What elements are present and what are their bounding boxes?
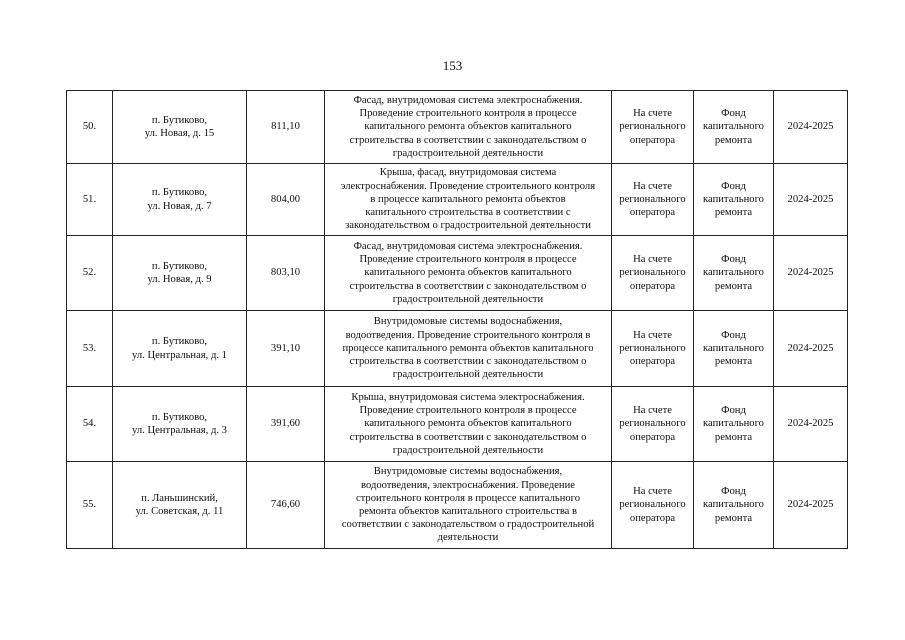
account-cell bbox=[612, 91, 694, 164]
account-line: оператора bbox=[629, 134, 676, 146]
work-line: электроснабжения. Проведение строительного контроля bbox=[340, 180, 596, 192]
work-line: законодательством о градостроительной деятельности bbox=[345, 220, 591, 232]
work-description-cell bbox=[325, 311, 612, 387]
row-number: 53. bbox=[67, 311, 113, 387]
source-line: капитального bbox=[703, 121, 764, 133]
address-line: ул. Новая, д. 9 bbox=[147, 274, 212, 285]
row-number: 50. bbox=[67, 91, 113, 164]
work-line: градостроительной деятельности bbox=[392, 369, 544, 381]
account-line: На счете bbox=[633, 254, 672, 266]
account-line: оператора bbox=[629, 280, 676, 292]
table-row bbox=[67, 462, 848, 549]
account-line: На счете bbox=[633, 486, 672, 498]
work-line: ремонта объектов капитального строительства в bbox=[358, 506, 578, 517]
account-line: регионального bbox=[619, 267, 686, 279]
account-cell bbox=[612, 462, 694, 549]
funding-source-cell bbox=[694, 387, 774, 462]
source-line: капитального bbox=[703, 193, 764, 205]
address-cell bbox=[113, 462, 247, 549]
work-line: соответствии с законодательством о градостроительной bbox=[341, 519, 595, 531]
address-line: п. Ланьшинский, bbox=[141, 492, 218, 504]
account-line: регионального bbox=[619, 499, 686, 511]
work-line: деятельности bbox=[437, 532, 499, 544]
work-line: Крыша, фасад, внутридомовая система bbox=[379, 167, 557, 179]
row-number: 51. bbox=[67, 164, 113, 236]
table-row bbox=[67, 236, 848, 311]
funding-source-cell bbox=[694, 91, 774, 164]
work-line: Проведение строительного контроля в процессе bbox=[359, 108, 577, 120]
source-line: ремонта bbox=[714, 431, 753, 443]
source-line: Фонд bbox=[721, 405, 746, 417]
work-line: в процессе капитального ремонта объектов bbox=[370, 193, 566, 205]
work-line: строительства в соответствии с законодательством о bbox=[349, 431, 587, 443]
work-line: капитального ремонта объектов капитального bbox=[364, 418, 572, 430]
work-line: градостроительной деятельности bbox=[392, 147, 544, 159]
address-line: п. Бутиково, bbox=[151, 187, 208, 199]
area-cell: 803,10 bbox=[247, 236, 325, 311]
work-description-cell bbox=[325, 387, 612, 462]
work-line: строительства в соответствии с законодательством о bbox=[349, 134, 587, 146]
account-cell bbox=[612, 164, 694, 236]
work-line: Фасад, внутридомовая система электроснабжения. bbox=[353, 94, 583, 106]
period-cell: 2024-2025 bbox=[774, 236, 848, 311]
account-line: На счете bbox=[633, 180, 672, 192]
work-line: водоотведения, электроснабжения. Проведение bbox=[361, 479, 575, 491]
work-description-cell bbox=[325, 164, 612, 236]
work-description-cell bbox=[325, 462, 612, 549]
account-line: На счете bbox=[633, 108, 672, 120]
address-cell bbox=[113, 387, 247, 462]
source-line: ремонта bbox=[714, 134, 753, 146]
account-line: оператора bbox=[629, 512, 676, 524]
source-line: Фонд bbox=[721, 108, 746, 120]
area-cell: 804,00 bbox=[247, 164, 325, 236]
period-cell: 2024-2025 bbox=[774, 311, 848, 387]
account-line: регионального bbox=[619, 418, 686, 430]
row-number: 52. bbox=[67, 236, 113, 311]
table-row bbox=[67, 311, 848, 387]
work-line: Проведение строительного контроля в процессе bbox=[359, 254, 577, 266]
address-line: п. Бутиково, bbox=[151, 411, 208, 423]
table-row bbox=[67, 164, 848, 236]
period-cell: 2024-2025 bbox=[774, 164, 848, 236]
funding-source-cell bbox=[694, 236, 774, 311]
source-line: ремонта bbox=[714, 356, 753, 368]
work-description-cell bbox=[325, 91, 612, 164]
work-line: Крыша, внутридомовая система электроснабжения. bbox=[351, 391, 585, 403]
address-line: ул. Советская, д. 11 bbox=[135, 506, 224, 517]
work-line: капитального ремонта объектов капитального bbox=[364, 121, 572, 133]
address-cell bbox=[113, 164, 247, 236]
period-cell: 2024-2025 bbox=[774, 462, 848, 549]
source-line: Фонд bbox=[721, 254, 746, 266]
period-cell: 2024-2025 bbox=[774, 387, 848, 462]
funding-source-cell bbox=[694, 311, 774, 387]
work-line: Внутридомовые системы водоснабжения, bbox=[373, 466, 563, 478]
source-line: ремонта bbox=[714, 512, 753, 524]
table-row bbox=[67, 387, 848, 462]
address-line: ул. Новая, д. 15 bbox=[144, 128, 215, 139]
source-line: капитального bbox=[703, 342, 764, 354]
source-line: капитального bbox=[703, 267, 764, 279]
work-line: Внутридомовые системы водоснабжения, bbox=[373, 316, 563, 328]
address-line: п. Бутиково, bbox=[151, 260, 208, 272]
funding-source-cell bbox=[694, 164, 774, 236]
source-line: Фонд bbox=[721, 180, 746, 192]
account-line: регионального bbox=[619, 121, 686, 133]
account-cell bbox=[612, 236, 694, 311]
work-line: водоотведения. Проведение строительного контроля в bbox=[345, 329, 591, 341]
address-line: ул. Центральная, д. 1 bbox=[132, 349, 227, 361]
account-cell bbox=[612, 387, 694, 462]
work-line: градостроительной деятельности bbox=[392, 293, 544, 305]
account-cell bbox=[612, 311, 694, 387]
work-line: капитального ремонта объектов капитального bbox=[364, 267, 572, 279]
work-line: строительства в соответствии с законодательством о bbox=[349, 280, 587, 292]
period-cell: 2024-2025 bbox=[774, 91, 848, 164]
source-line: ремонта bbox=[714, 280, 753, 292]
work-line: строительного контроля в процессе капитального bbox=[355, 492, 581, 504]
funding-source-cell bbox=[694, 462, 774, 549]
row-number: 54. bbox=[67, 387, 113, 462]
address-cell bbox=[113, 236, 247, 311]
address-cell bbox=[113, 311, 247, 387]
repair-registry-table bbox=[66, 90, 848, 549]
work-line: строительства в соответствии с законодательством о bbox=[349, 356, 587, 368]
account-line: оператора bbox=[629, 431, 676, 443]
address-line: п. Бутиково, bbox=[151, 336, 208, 348]
area-cell: 391,60 bbox=[247, 387, 325, 462]
work-line: капитального строительства в соответствии с bbox=[365, 207, 571, 219]
address-line: ул. Центральная, д. 3 bbox=[132, 425, 227, 436]
work-line: Фасад, внутридомовая система электроснабжения. bbox=[353, 240, 583, 252]
account-line: На счете bbox=[633, 329, 672, 341]
work-description-cell bbox=[325, 236, 612, 311]
source-line: ремонта bbox=[714, 207, 753, 219]
source-line: Фонд bbox=[721, 329, 746, 341]
source-line: капитального bbox=[703, 499, 764, 511]
account-line: оператора bbox=[629, 356, 676, 368]
account-line: На счете bbox=[633, 405, 672, 417]
address-line: п. Бутиково, bbox=[151, 114, 208, 126]
work-line: процессе капитального ремонта объектов капитального bbox=[342, 342, 594, 354]
account-line: регионального bbox=[619, 193, 686, 205]
account-line: регионального bbox=[619, 342, 686, 354]
address-cell bbox=[113, 91, 247, 164]
source-line: Фонд bbox=[721, 486, 746, 498]
work-line: градостроительной деятельности bbox=[392, 444, 544, 456]
account-line: оператора bbox=[629, 207, 676, 219]
area-cell: 391,10 bbox=[247, 311, 325, 387]
area-cell: 746,60 bbox=[247, 462, 325, 549]
row-number: 55. bbox=[67, 462, 113, 549]
source-line: капитального bbox=[703, 418, 764, 430]
address-line: ул. Новая, д. 7 bbox=[147, 200, 212, 212]
area-cell: 811,10 bbox=[247, 91, 325, 164]
work-line: Проведение строительного контроля в процессе bbox=[359, 405, 577, 417]
page-number: 153 bbox=[442, 58, 463, 73]
table-row bbox=[67, 91, 848, 164]
